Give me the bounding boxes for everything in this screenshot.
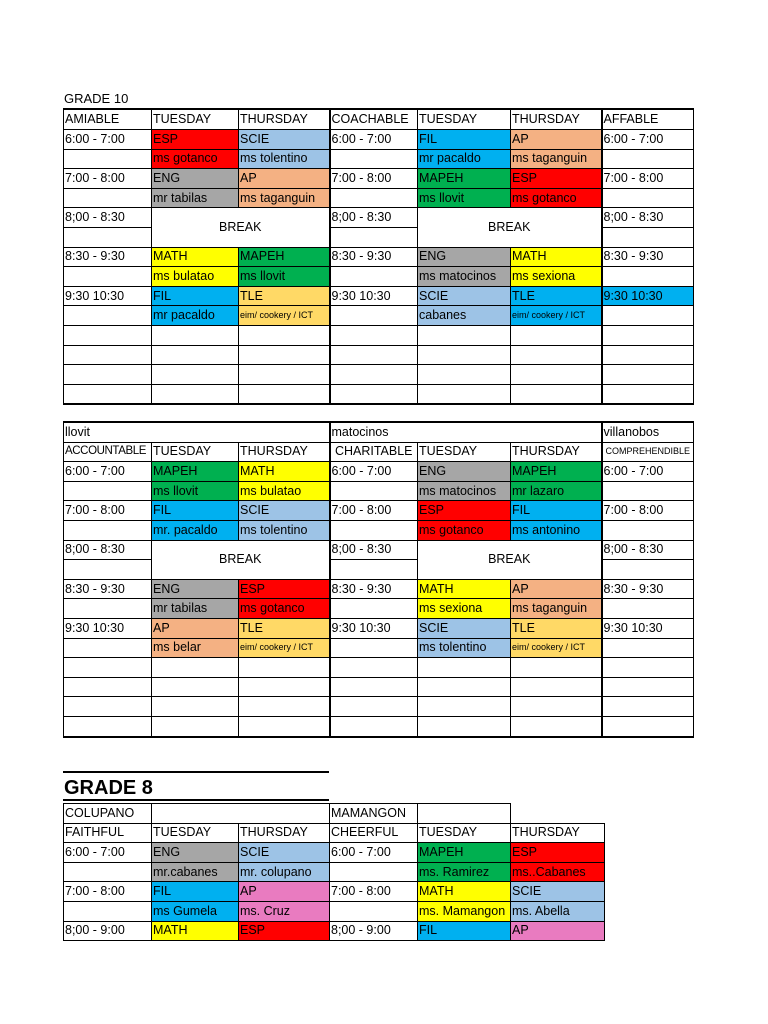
time-cell: 8;00 - 8:30 (64, 208, 152, 228)
table-row (64, 325, 694, 345)
teacher-cell: mr pacaldo (418, 149, 511, 169)
subject-cell: MAPEH (152, 462, 239, 482)
empty-cell (602, 227, 694, 247)
teacher-cell: mr tabilas (152, 599, 239, 619)
time-cell: 9:30 10:30 (330, 618, 418, 638)
day-header: THURSDAY (239, 109, 330, 130)
section-name: COACHABLE (330, 109, 418, 130)
section-name: COMPREHENDIBLE (602, 442, 694, 462)
teacher-cell: ms gotanco (239, 599, 330, 619)
adviser-name: villanobos (602, 422, 694, 442)
empty-cell (330, 560, 418, 580)
teacher-cell: ms bulatao (239, 481, 330, 501)
subject-cell: ENG (152, 579, 239, 599)
teacher-cell: ms. Cruz (239, 901, 330, 921)
teacher-cell: cabanes (418, 306, 511, 326)
subject-cell: FIL (152, 501, 239, 521)
table-row (64, 286, 694, 306)
empty-cell (330, 520, 418, 540)
empty-cell (330, 862, 418, 882)
grade10-upper-table (63, 108, 694, 405)
section-name: ACCOUNTABLE (64, 442, 152, 462)
teacher-cell: ms llovit (418, 188, 511, 208)
section-name: CHEERFUL (330, 823, 418, 843)
teacher-cell: ms. Mamangon (418, 901, 511, 921)
time-cell: 9:30 10:30 (602, 618, 694, 638)
adviser-name: MAMANGON (330, 804, 418, 824)
time-cell: 8:30 - 9:30 (602, 247, 694, 267)
teacher-cell: mr lazaro (511, 481, 602, 501)
teacher-cell: ms. Ramirez (418, 862, 511, 882)
time-cell: 7:00 - 8:00 (64, 501, 152, 521)
teacher-cell: eim/ cookery / ICT (239, 638, 330, 658)
time-cell: 6:00 - 7:00 (64, 130, 152, 150)
table-row (64, 843, 605, 863)
subject-cell: MATH (152, 247, 239, 267)
day-header: THURSDAY (511, 823, 605, 843)
adviser-row (64, 422, 694, 442)
empty-cell (64, 638, 152, 658)
day-header: TUESDAY (418, 823, 511, 843)
time-cell: 7:00 - 8:00 (602, 169, 694, 189)
time-cell: 6:00 - 7:00 (64, 462, 152, 482)
empty-cell (64, 560, 152, 580)
teacher-cell: ms belar (152, 638, 239, 658)
subject-cell: MAPEH (418, 169, 511, 189)
time-cell: 8;00 - 9:00 (64, 921, 152, 941)
subject-cell: AP (239, 169, 330, 189)
subject-cell: MAPEH (418, 843, 511, 863)
teacher-cell: ms llovit (152, 481, 239, 501)
subject-cell: FIL (418, 921, 511, 941)
empty-cell (64, 862, 152, 882)
teacher-cell: mr pacaldo (152, 306, 239, 326)
table-row (64, 169, 694, 189)
empty-cell (602, 638, 694, 658)
table-row (64, 921, 605, 941)
empty-cell (330, 901, 418, 921)
time-cell: 6:00 - 7:00 (330, 843, 418, 863)
subject-cell: AP (511, 579, 602, 599)
subject-cell: TLE (239, 286, 330, 306)
day-header: TUESDAY (418, 109, 511, 130)
teacher-cell: ms taganguin (511, 599, 602, 619)
table-row (64, 638, 694, 658)
adviser-row (64, 804, 605, 824)
table-row (64, 501, 694, 521)
table-row (64, 882, 605, 902)
subject-cell: FIL (511, 501, 602, 521)
empty-cell (511, 804, 605, 824)
time-cell: 7:00 - 8:00 (602, 501, 694, 521)
empty-cell (64, 188, 152, 208)
empty-cell (602, 520, 694, 540)
table-row (64, 697, 694, 717)
section-name: FAITHFUL (64, 823, 152, 843)
empty-cell (602, 481, 694, 501)
subject-cell: ESP (239, 921, 330, 941)
time-cell: 6:00 - 7:00 (330, 462, 418, 482)
table-row (64, 520, 694, 540)
empty-cell (602, 560, 694, 580)
teacher-cell: ms. Abella (511, 901, 605, 921)
teacher-cell: ms bulatao (152, 267, 239, 287)
teacher-cell: mr.cabanes (152, 862, 239, 882)
time-cell: 8:30 - 9:30 (330, 579, 418, 599)
teacher-cell: ms gotanco (511, 188, 602, 208)
teacher-cell: ms gotanco (152, 149, 239, 169)
subject-cell: TLE (511, 618, 602, 638)
subject-cell: ENG (418, 247, 511, 267)
table-row (64, 267, 694, 287)
empty-cell (64, 599, 152, 619)
day-header: THURSDAY (239, 823, 330, 843)
teacher-cell: ms sexiona (511, 267, 602, 287)
day-header: THURSDAY (511, 109, 602, 130)
time-cell: 8:30 - 9:30 (330, 247, 418, 267)
break-label: BREAK (418, 208, 602, 247)
teacher-cell: ms matocinos (418, 481, 511, 501)
empty-cell (64, 306, 152, 326)
table-row (64, 658, 694, 678)
teacher-cell: ms matocinos (418, 267, 511, 287)
subject-cell: ESP (152, 130, 239, 150)
table-row (64, 365, 694, 385)
empty-cell (64, 267, 152, 287)
time-cell: 8:30 - 9:30 (64, 247, 152, 267)
time-cell: 9:30 10:30 (64, 286, 152, 306)
subject-cell: FIL (152, 882, 239, 902)
time-cell: 8;00 - 9:00 (330, 921, 418, 941)
empty-cell (602, 306, 694, 326)
subject-cell: SCIE (418, 618, 511, 638)
break-row (64, 540, 694, 560)
grade8-title: GRADE 8 (63, 771, 329, 801)
empty-cell (64, 149, 152, 169)
grade8-table (63, 803, 605, 941)
adviser-name: llovit (64, 422, 330, 442)
break-label: BREAK (418, 540, 602, 579)
empty-cell (602, 599, 694, 619)
table-row (64, 618, 694, 638)
subject-cell: AP (152, 618, 239, 638)
table-row (64, 901, 605, 921)
time-cell: 9:30 10:30 (330, 286, 418, 306)
subject-cell: AP (239, 882, 330, 902)
empty-cell (330, 188, 418, 208)
time-cell: 8;00 - 8:30 (330, 208, 418, 228)
header-row (64, 109, 694, 130)
time-cell: 6:00 - 7:00 (64, 843, 152, 863)
teacher-cell: ms Gumela (152, 901, 239, 921)
time-cell: 7:00 - 8:00 (330, 501, 418, 521)
day-header: TUESDAY (152, 442, 239, 462)
subject-cell: ESP (239, 579, 330, 599)
time-cell: 8:30 - 9:30 (602, 579, 694, 599)
table-row (64, 599, 694, 619)
teacher-cell: ms tolentino (239, 520, 330, 540)
section-name: CHARITABLE (330, 442, 418, 462)
subject-cell: SCIE (418, 286, 511, 306)
subject-cell: ESP (511, 169, 602, 189)
teacher-cell: ms gotanco (418, 520, 511, 540)
time-cell: 7:00 - 8:00 (330, 882, 418, 902)
subject-cell: MATH (152, 921, 239, 941)
header-row (64, 823, 605, 843)
table-row (64, 462, 694, 482)
empty-cell (602, 188, 694, 208)
teacher-cell: ms taganguin (239, 188, 330, 208)
subject-cell: ENG (152, 169, 239, 189)
table-row (64, 481, 694, 501)
adviser-name: COLUPANO (64, 804, 152, 824)
subject-cell: SCIE (239, 843, 330, 863)
empty-cell (330, 149, 418, 169)
empty-cell (330, 227, 418, 247)
subject-cell: SCIE (239, 130, 330, 150)
day-header: TUESDAY (418, 442, 511, 462)
subject-cell: MATH (511, 247, 602, 267)
table-row (64, 306, 694, 326)
section-name: AFFABLE (602, 109, 694, 130)
break-label: BREAK (152, 540, 330, 579)
teacher-cell: ms antonino (511, 520, 602, 540)
teacher-cell: ms taganguin (511, 149, 602, 169)
subject-cell: TLE (239, 618, 330, 638)
empty-cell (330, 267, 418, 287)
teacher-cell: mr. pacaldo (152, 520, 239, 540)
table-row (64, 188, 694, 208)
time-cell: 8;00 - 8:30 (602, 208, 694, 228)
subject-cell: MATH (418, 882, 511, 902)
day-header: TUESDAY (152, 823, 239, 843)
teacher-cell: mr tabilas (152, 188, 239, 208)
break-label: BREAK (152, 208, 330, 247)
teacher-cell: eim/ cookery / ICT (239, 306, 330, 326)
empty-cell (152, 804, 330, 824)
teacher-cell: ms tolentino (418, 638, 511, 658)
table-row (64, 677, 694, 697)
subject-cell: MATH (418, 579, 511, 599)
time-cell: 6:00 - 7:00 (330, 130, 418, 150)
grade10-title: GRADE 10 (64, 91, 129, 106)
subject-cell: SCIE (239, 501, 330, 521)
day-header: THURSDAY (511, 442, 602, 462)
teacher-cell: mr. colupano (239, 862, 330, 882)
time-cell: 8;00 - 8:30 (602, 540, 694, 560)
teacher-cell: eim/ cookery / ICT (511, 638, 602, 658)
teacher-cell: ms llovit (239, 267, 330, 287)
subject-cell: ENG (418, 462, 511, 482)
table-row (64, 149, 694, 169)
grade10-lower-table (63, 421, 694, 738)
subject-cell: FIL (418, 130, 511, 150)
subject-cell: FIL (152, 286, 239, 306)
day-header: THURSDAY (239, 442, 330, 462)
time-cell: 6:00 - 7:00 (602, 130, 694, 150)
time-cell: 7:00 - 8:00 (330, 169, 418, 189)
subject-cell: MAPEH (511, 462, 602, 482)
empty-cell (602, 267, 694, 287)
teacher-cell: ms sexiona (418, 599, 511, 619)
teacher-cell: eim/ cookery / ICT (511, 306, 602, 326)
break-row (64, 208, 694, 228)
empty-cell (330, 481, 418, 501)
empty-cell (64, 520, 152, 540)
empty-cell (64, 901, 152, 921)
teacher-cell: ms..Cabanes (511, 862, 605, 882)
subject-cell: AP (511, 130, 602, 150)
empty-cell (64, 481, 152, 501)
table-row (64, 862, 605, 882)
time-cell: 8;00 - 8:30 (330, 540, 418, 560)
empty-cell (330, 306, 418, 326)
time-cell: 9:30 10:30 (64, 618, 152, 638)
teacher-cell: ms tolentino (239, 149, 330, 169)
empty-cell (602, 149, 694, 169)
table-row (64, 716, 694, 736)
time-cell: 8;00 - 8:30 (64, 540, 152, 560)
table-row (64, 130, 694, 150)
subject-cell: MATH (239, 462, 330, 482)
table-row (64, 247, 694, 267)
subject-cell: ENG (152, 843, 239, 863)
time-cell: 7:00 - 8:00 (64, 882, 152, 902)
empty-cell (330, 638, 418, 658)
time-cell: 8:30 - 9:30 (64, 579, 152, 599)
subject-cell: ESP (418, 501, 511, 521)
time-cell: 7:00 - 8:00 (64, 169, 152, 189)
header-row (64, 442, 694, 462)
time-cell: 6:00 - 7:00 (602, 462, 694, 482)
table-row (64, 345, 694, 365)
empty-cell (418, 804, 511, 824)
empty-cell (64, 227, 152, 247)
day-header: TUESDAY (152, 109, 239, 130)
subject-cell: MAPEH (239, 247, 330, 267)
section-name: AMIABLE (64, 109, 152, 130)
subject-cell: SCIE (511, 882, 605, 902)
subject-cell: ESP (511, 843, 605, 863)
time-cell: 9:30 10:30 (602, 286, 694, 306)
adviser-name: matocinos (330, 422, 602, 442)
subject-cell: AP (511, 921, 605, 941)
table-row (64, 384, 694, 404)
empty-cell (330, 599, 418, 619)
subject-cell: TLE (511, 286, 602, 306)
table-row (64, 579, 694, 599)
